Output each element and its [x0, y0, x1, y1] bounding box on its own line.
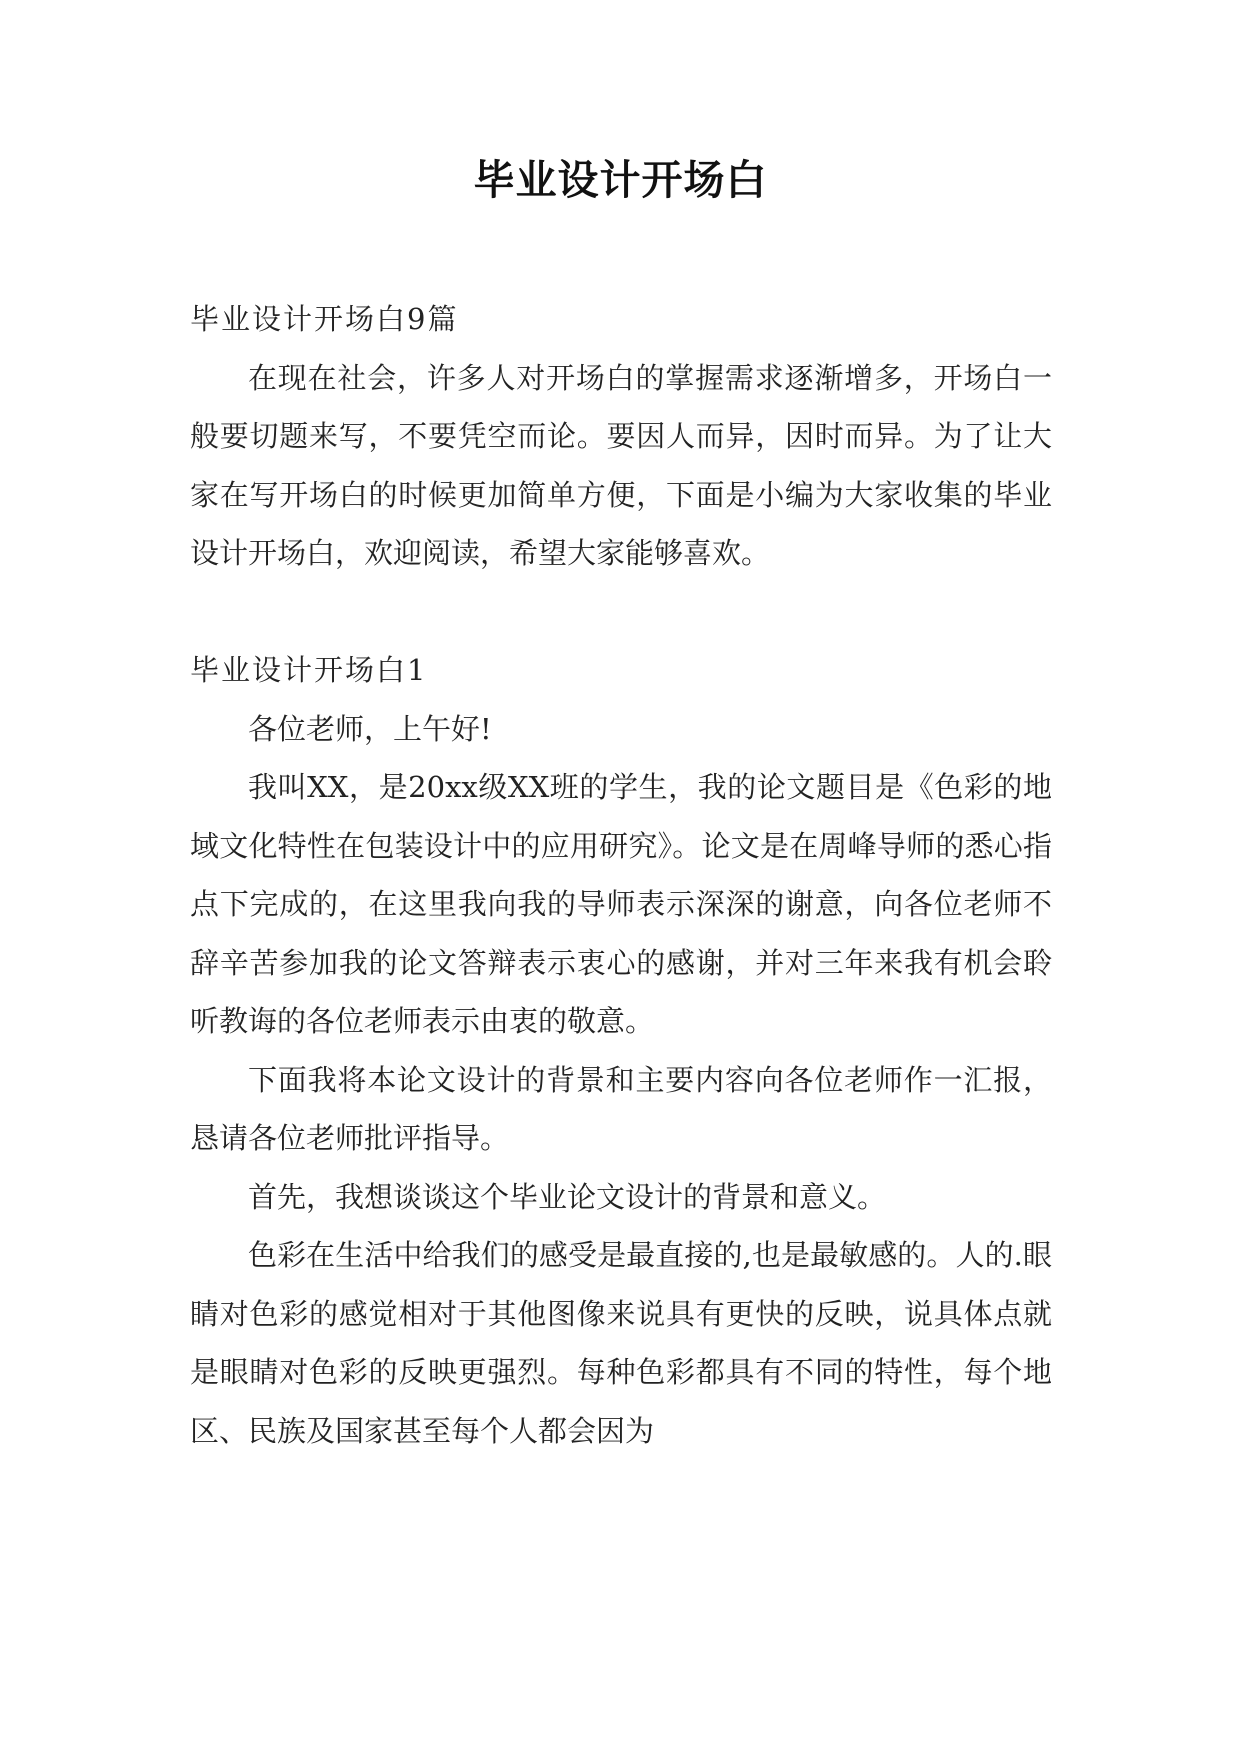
intro-paragraph: 在现在社会，许多人对开场白的掌握需求逐渐增多，开场白一般要切题来写，不要凭空而论。要因人而异，因时而异。为了让大家在写开场白的时候更加简单方便，下面是小编为大家收集的毕业设计开场白，欢迎阅读，希望大家能够喜欢。 [190, 360, 1052, 570]
page-title: 毕业设计开场白 [473, 156, 768, 204]
self-introduction-paragraph: 我叫XX，是20xx级XX班的学生，我的论文题目是《色彩的地域文化特性在包装设计中的应用研究》。论文是在周峰导师的悉心指点下完成的，在这里我向我的导师表示深深的谢意，向各位老师不辞辛苦参加我的论文答辩表示衷心的感谢，并对三年来我有机会聆听教诲的各位老师表示由衷的敬意。 [190, 770, 1052, 1038]
section-heading: 毕业设计开场白1 [190, 653, 428, 687]
intro-heading: 毕业设计开场白9篇 [190, 302, 459, 336]
report-intro-paragraph: 下面我将本论文设计的背景和主要内容向各位老师作一汇报，恳请各位老师批评指导。 [190, 1062, 1052, 1155]
section-spacer [190, 583, 1052, 642]
document-body [190, 290, 1052, 1460]
greeting-paragraph: 各位老师，上午好! [248, 711, 492, 746]
color-paragraph: 色彩在生活中给我们的感受是最直接的,也是最敏感的。人的.眼睛对色彩的感觉相对于其他图像来说具有更快的反映，说具体点就是眼睛对色彩的反映更强烈。每种色彩都具有不同的特性，每个地区、民族及国家甚至每个人都会因为 [190, 1238, 1052, 1448]
background-intro-paragraph: 首先，我想谈谈这个毕业论文设计的背景和意义。 [248, 1179, 887, 1214]
